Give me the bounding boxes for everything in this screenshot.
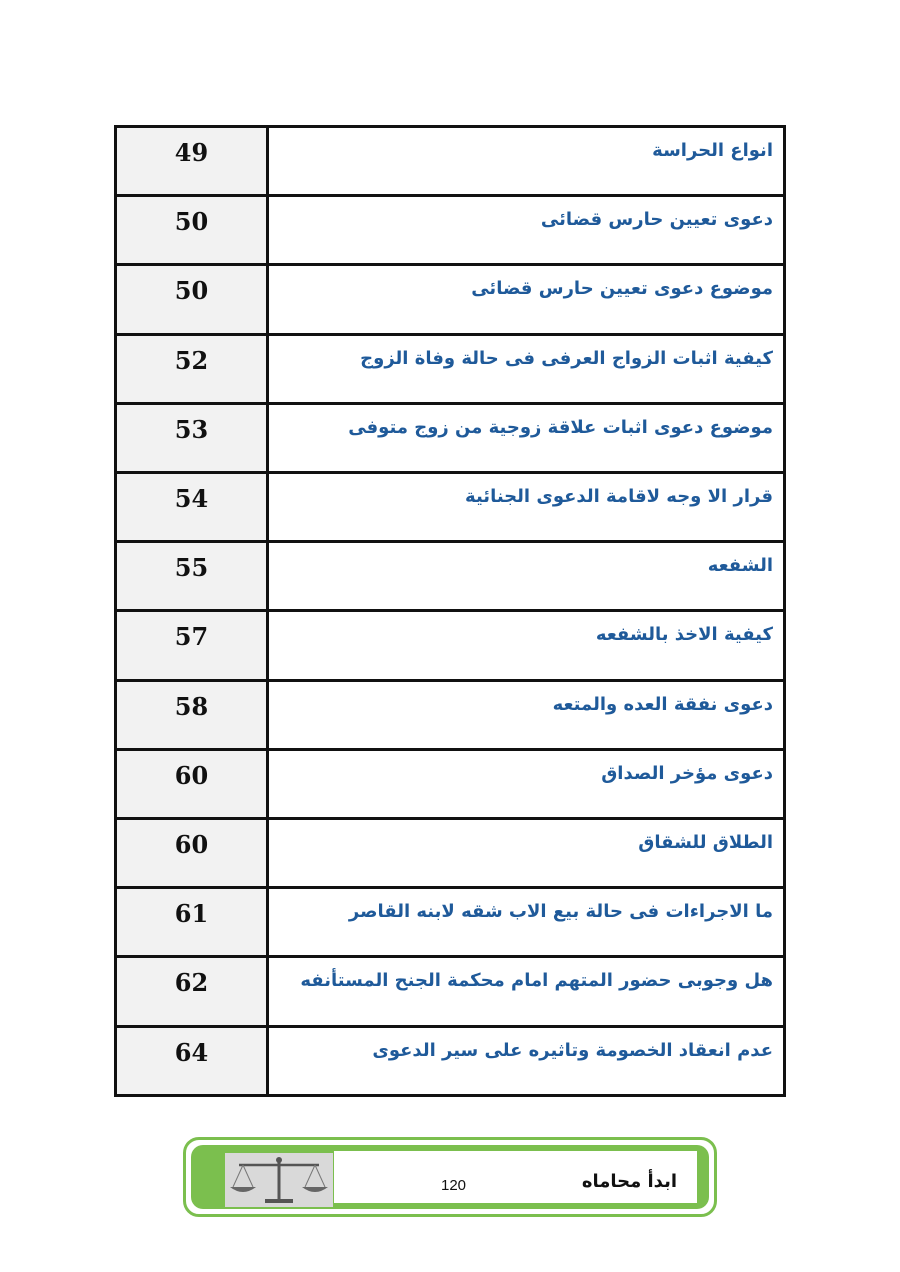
table-row: [116, 749, 785, 818]
table-row: [116, 473, 785, 542]
table-row: [116, 888, 785, 957]
toc-page-number: 52: [116, 334, 268, 403]
toc-page-number: 57: [116, 611, 268, 680]
table-row: [116, 265, 785, 334]
toc-page-number: 54: [116, 473, 268, 542]
toc-page-number: 49: [116, 127, 268, 196]
toc-entry-title: دعوى نفقة العده والمتعه: [268, 680, 785, 749]
toc-page-number: 50: [116, 196, 268, 265]
table-row: [116, 680, 785, 749]
table-row: [116, 334, 785, 403]
table-row: [116, 1026, 785, 1095]
toc-entry-title: قرار الا وجه لاقامة الدعوى الجنائية: [268, 473, 785, 542]
toc-page-number: 64: [116, 1026, 268, 1095]
toc-entry-title: انواع الحراسة: [268, 127, 785, 196]
scales-of-justice-icon: [225, 1153, 333, 1207]
toc-entry-title: ما الاجراءات فى حالة بيع الاب شقه لابنه القاصر: [268, 888, 785, 957]
toc-page-number: 50: [116, 265, 268, 334]
table-row: [116, 403, 785, 472]
toc-page-number: 61: [116, 888, 268, 957]
toc-page-number: 58: [116, 680, 268, 749]
toc-page-number: 60: [116, 749, 268, 818]
table-of-contents: [114, 125, 786, 1097]
toc-entry-title: عدم انعقاد الخصومة وتاثيره على سير الدعوى: [268, 1026, 785, 1095]
toc-page-number: 53: [116, 403, 268, 472]
footer-band: [191, 1145, 709, 1209]
table-row: [116, 196, 785, 265]
toc-entry-title: هل وجوبى حضور المتهم امام محكمة الجنح المستأنفه: [268, 957, 785, 1026]
toc-page-number: 55: [116, 542, 268, 611]
table-row: [116, 819, 785, 888]
table-row: [116, 542, 785, 611]
toc-entry-title: الشفعه: [268, 542, 785, 611]
table-row: [116, 957, 785, 1026]
footer-brand: ابدأ محاماه: [581, 1171, 677, 1192]
page-footer: [183, 1137, 717, 1217]
table-row: [116, 611, 785, 680]
toc-entry-title: دعوى تعيين حارس قضائى: [268, 196, 785, 265]
toc-entry-title: كيفية الاخذ بالشفعه: [268, 611, 785, 680]
page-number: 120: [441, 1177, 467, 1194]
toc-entry-title: موضوع دعوى تعيين حارس قضائى: [268, 265, 785, 334]
toc-entry-title: موضوع دعوى اثبات علاقة زوجية من زوج متوفى: [268, 403, 785, 472]
table-row: [116, 127, 785, 196]
toc-entry-title: دعوى مؤخر الصداق: [268, 749, 785, 818]
toc-page-number: 60: [116, 819, 268, 888]
toc-entry-title: الطلاق للشقاق: [268, 819, 785, 888]
toc-page-number: 62: [116, 957, 268, 1026]
toc-entry-title: كيفية اثبات الزواج العرفى فى حالة وفاة الزوج: [268, 334, 785, 403]
